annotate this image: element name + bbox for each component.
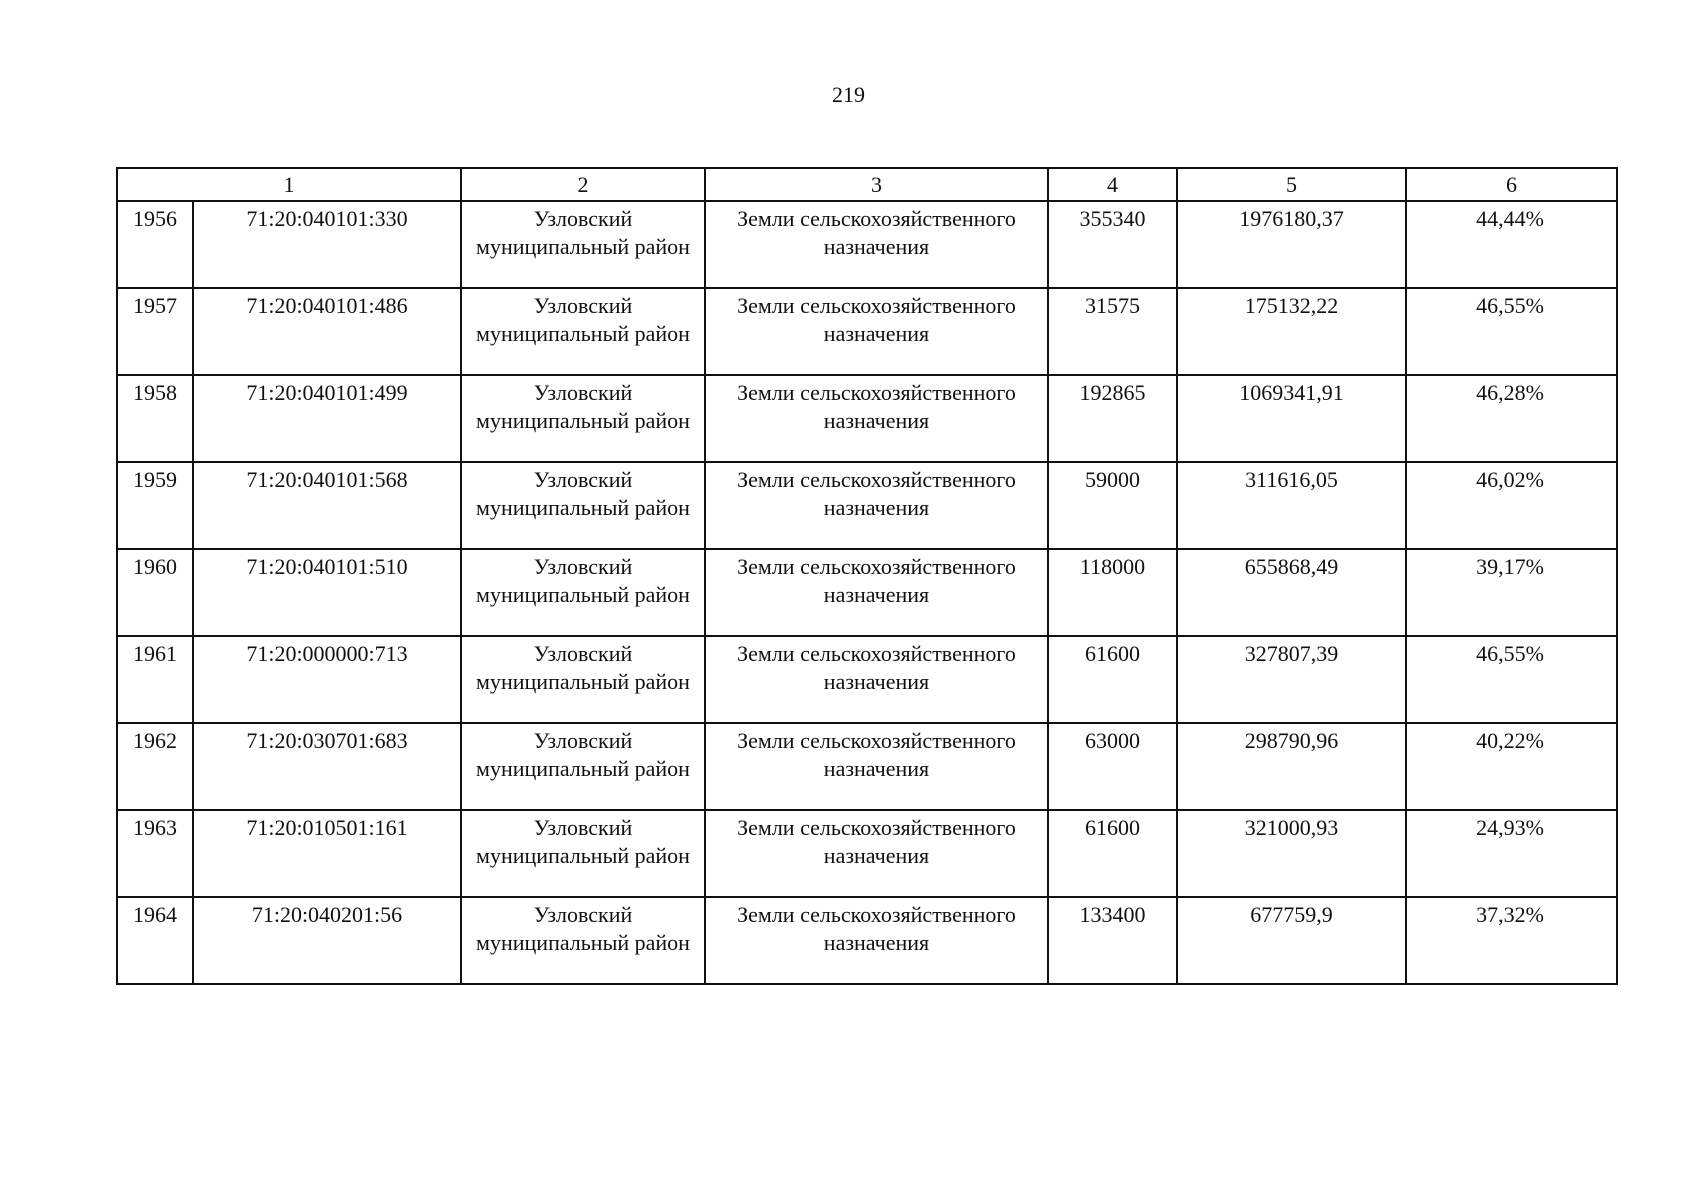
area-cell: 118000 <box>1048 549 1177 636</box>
table-body <box>117 201 1617 984</box>
district-cell: Узловский муниципальный район <box>461 549 705 636</box>
land-category-cell: Земли сельскохозяйственного назначения <box>705 897 1048 984</box>
percent-cell: 44,44% <box>1406 201 1617 288</box>
percent-cell: 46,02% <box>1406 462 1617 549</box>
column-header-2: 2 <box>461 168 705 201</box>
percent-cell: 39,17% <box>1406 549 1617 636</box>
row-number-cell: 1961 <box>117 636 193 723</box>
land-category-cell: Земли сельскохозяйственного назначения <box>705 636 1048 723</box>
cadastral-number-cell: 71:20:040101:568 <box>193 462 461 549</box>
area-cell: 192865 <box>1048 375 1177 462</box>
cadastral-number-cell: 71:20:010501:161 <box>193 810 461 897</box>
column-header-5: 5 <box>1177 168 1406 201</box>
land-category-cell: Земли сельскохозяйственного назначения <box>705 375 1048 462</box>
column-header-6: 6 <box>1406 168 1617 201</box>
area-cell: 61600 <box>1048 636 1177 723</box>
cadastral-value-cell: 1069341,91 <box>1177 375 1406 462</box>
cadastral-number-cell: 71:20:040201:56 <box>193 897 461 984</box>
district-cell: Узловский муниципальный район <box>461 636 705 723</box>
land-category-cell: Земли сельскохозяйственного назначения <box>705 810 1048 897</box>
district-cell: Узловский муниципальный район <box>461 723 705 810</box>
header-row <box>117 168 1617 201</box>
cadastral-number-cell: 71:20:040101:486 <box>193 288 461 375</box>
percent-cell: 37,32% <box>1406 897 1617 984</box>
area-cell: 59000 <box>1048 462 1177 549</box>
percent-cell: 24,93% <box>1406 810 1617 897</box>
cadastral-value-cell: 298790,96 <box>1177 723 1406 810</box>
row-number-cell: 1963 <box>117 810 193 897</box>
cadastral-value-cell: 655868,49 <box>1177 549 1406 636</box>
cadastral-value-cell: 321000,93 <box>1177 810 1406 897</box>
percent-cell: 46,28% <box>1406 375 1617 462</box>
row-number-cell: 1960 <box>117 549 193 636</box>
district-cell: Узловский муниципальный район <box>461 375 705 462</box>
page-number: 219 <box>832 82 865 107</box>
cadastral-value-cell: 677759,9 <box>1177 897 1406 984</box>
cadastral-value-cell: 327807,39 <box>1177 636 1406 723</box>
cadastral-value-cell: 311616,05 <box>1177 462 1406 549</box>
row-number-cell: 1962 <box>117 723 193 810</box>
table-row <box>117 288 1617 375</box>
percent-cell: 46,55% <box>1406 636 1617 723</box>
column-header-3: 3 <box>705 168 1048 201</box>
land-category-cell: Земли сельскохозяйственного назначения <box>705 549 1048 636</box>
district-cell: Узловский муниципальный район <box>461 810 705 897</box>
table-row <box>117 201 1617 288</box>
table-row <box>117 636 1617 723</box>
land-category-cell: Земли сельскохозяйственного назначения <box>705 462 1048 549</box>
area-cell: 133400 <box>1048 897 1177 984</box>
district-cell: Узловский муниципальный район <box>461 897 705 984</box>
table-row <box>117 375 1617 462</box>
row-number-cell: 1958 <box>117 375 193 462</box>
cadastral-number-cell: 71:20:040101:330 <box>193 201 461 288</box>
table-row <box>117 549 1617 636</box>
row-number-cell: 1956 <box>117 201 193 288</box>
district-cell: Узловский муниципальный район <box>461 462 705 549</box>
column-header-1: 1 <box>117 168 461 201</box>
row-number-cell: 1964 <box>117 897 193 984</box>
land-category-cell: Земли сельскохозяйственного назначения <box>705 288 1048 375</box>
area-cell: 31575 <box>1048 288 1177 375</box>
district-cell: Узловский муниципальный район <box>461 201 705 288</box>
table-row <box>117 810 1617 897</box>
table-row <box>117 462 1617 549</box>
land-category-cell: Земли сельскохозяйственного назначения <box>705 723 1048 810</box>
percent-cell: 40,22% <box>1406 723 1617 810</box>
area-cell: 355340 <box>1048 201 1177 288</box>
cadastral-value-cell: 1976180,37 <box>1177 201 1406 288</box>
land-register-table <box>116 167 1618 985</box>
row-number-cell: 1957 <box>117 288 193 375</box>
area-cell: 63000 <box>1048 723 1177 810</box>
cadastral-number-cell: 71:20:040101:499 <box>193 375 461 462</box>
table-row <box>117 897 1617 984</box>
cadastral-number-cell: 71:20:040101:510 <box>193 549 461 636</box>
cadastral-value-cell: 175132,22 <box>1177 288 1406 375</box>
row-number-cell: 1959 <box>117 462 193 549</box>
land-category-cell: Земли сельскохозяйственного назначения <box>705 201 1048 288</box>
column-header-4: 4 <box>1048 168 1177 201</box>
percent-cell: 46,55% <box>1406 288 1617 375</box>
area-cell: 61600 <box>1048 810 1177 897</box>
cadastral-number-cell: 71:20:000000:713 <box>193 636 461 723</box>
district-cell: Узловский муниципальный район <box>461 288 705 375</box>
cadastral-number-cell: 71:20:030701:683 <box>193 723 461 810</box>
table-row <box>117 723 1617 810</box>
